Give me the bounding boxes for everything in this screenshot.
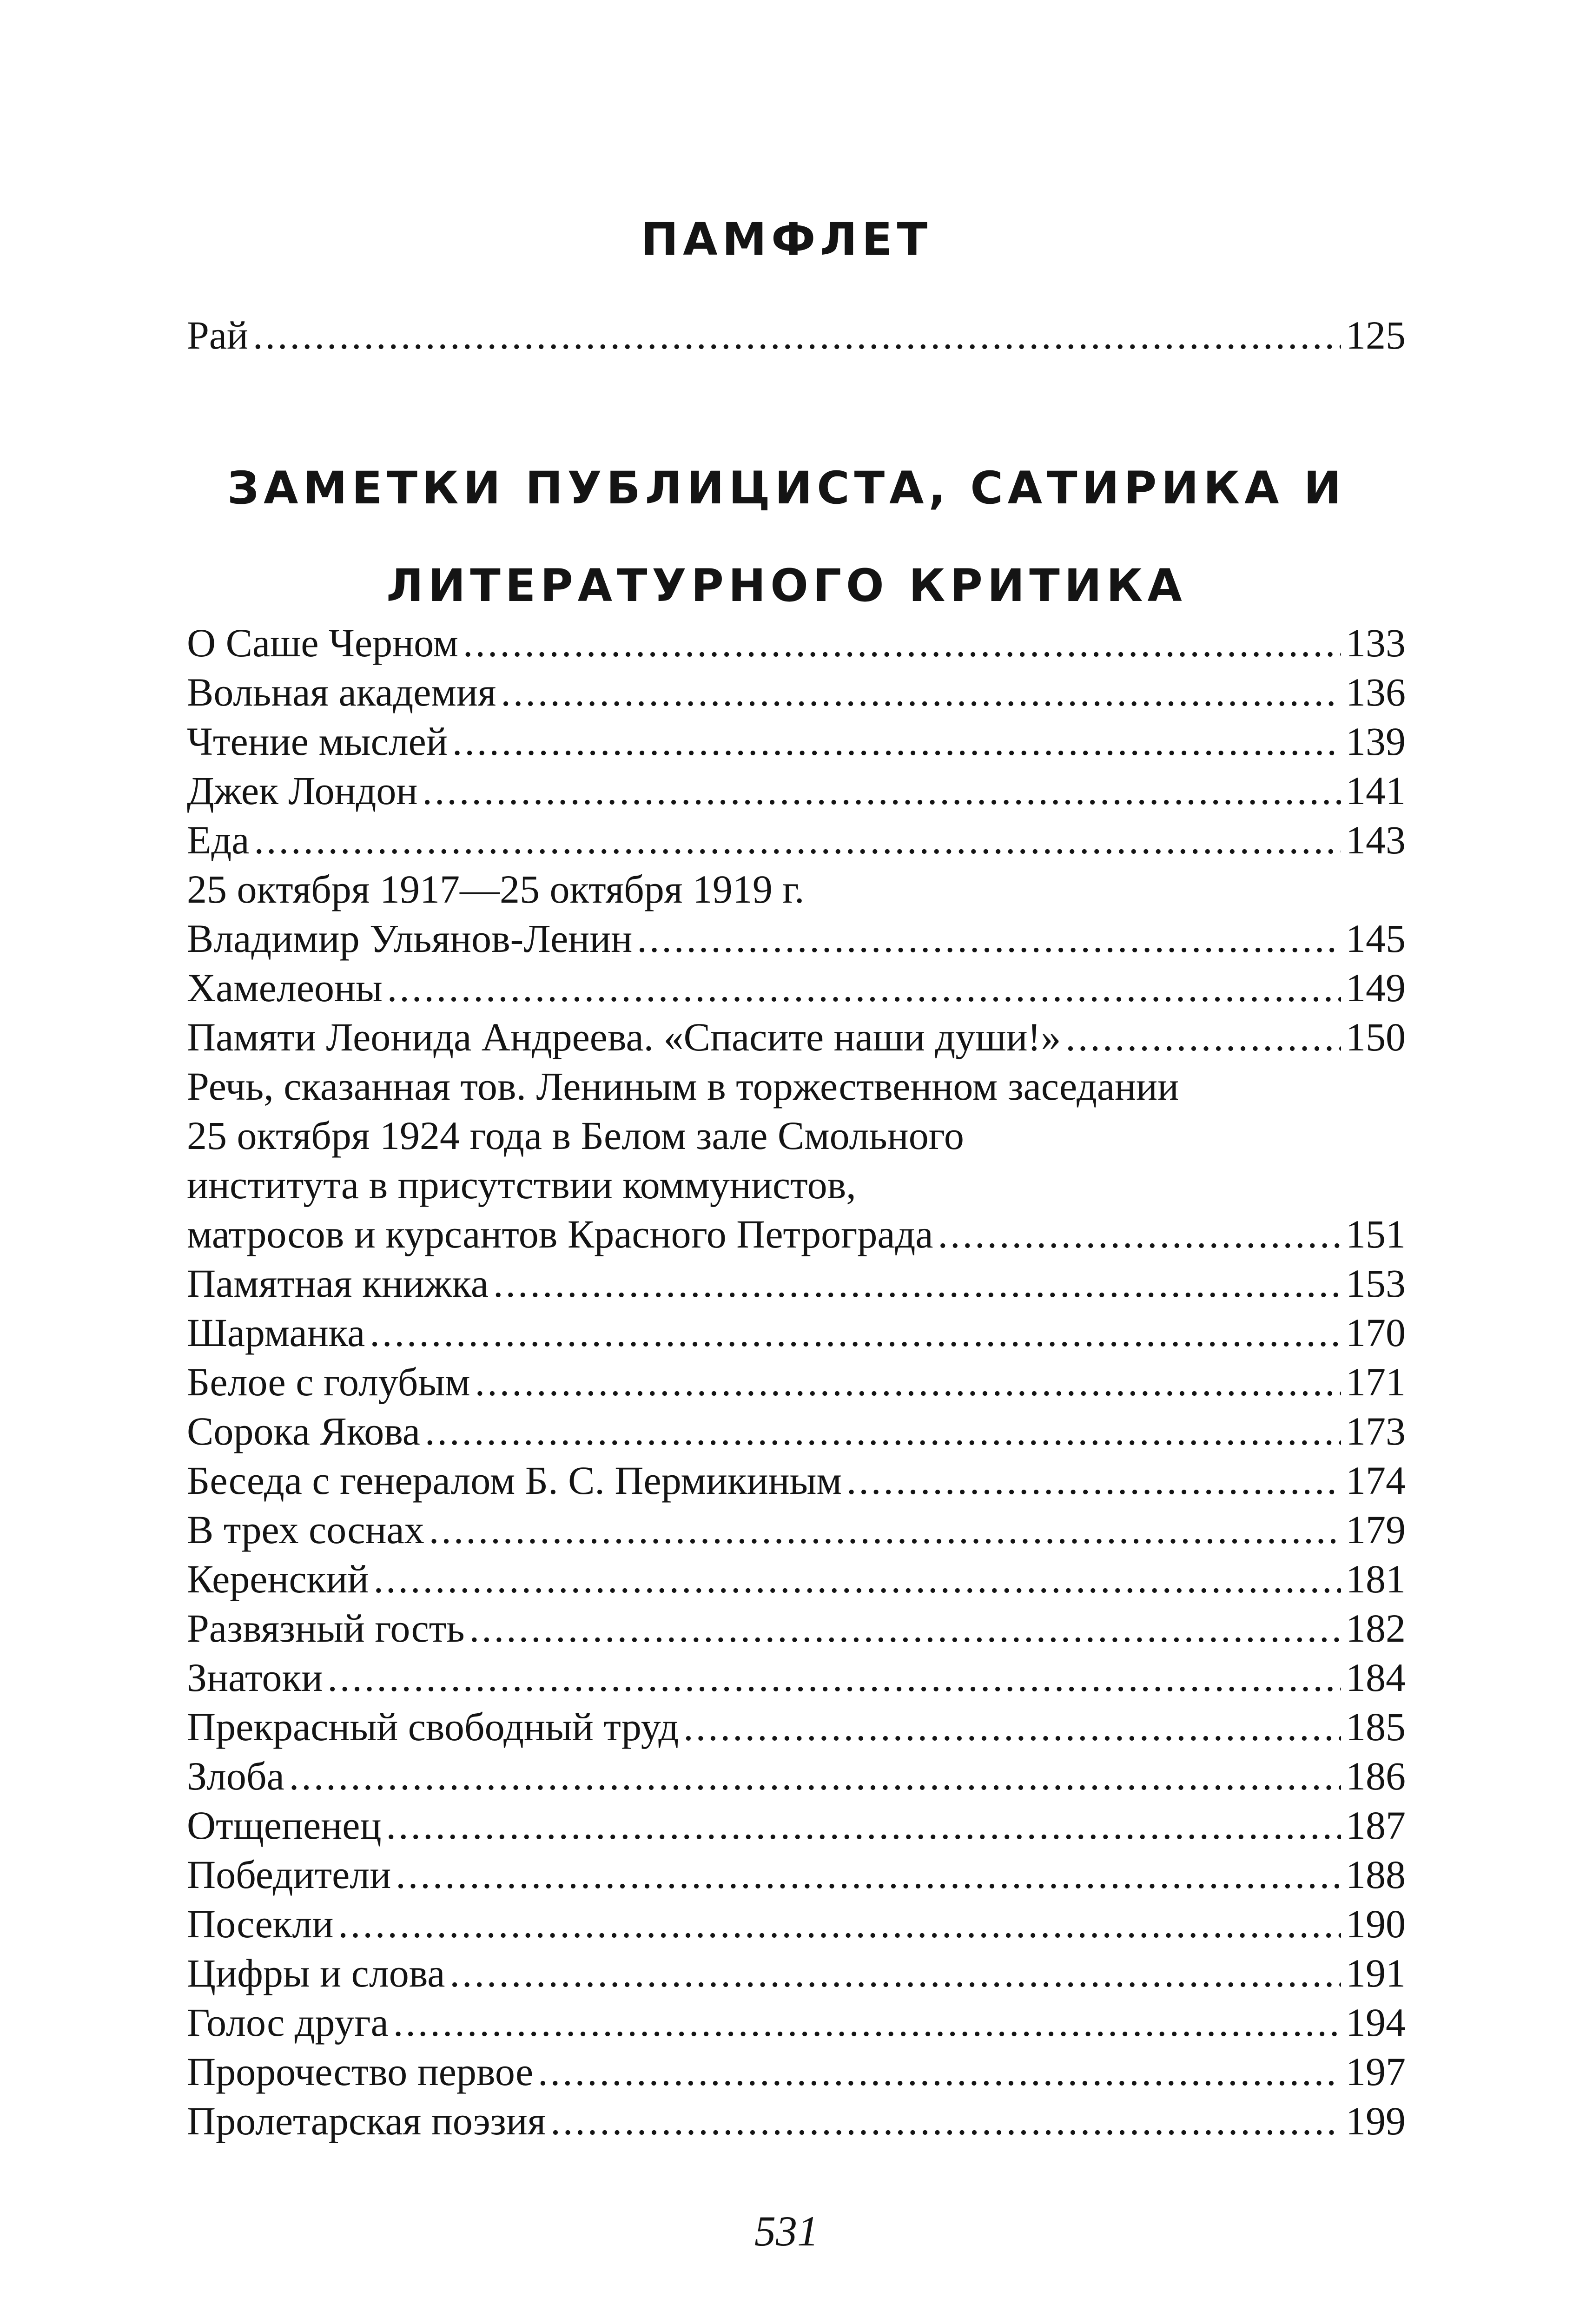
toc-entry-title: Цифры и слова bbox=[187, 1951, 445, 1995]
dot-leader bbox=[253, 310, 1341, 360]
toc-entry-page: 179 bbox=[1346, 1507, 1406, 1552]
toc-entry-page: 171 bbox=[1346, 1360, 1406, 1404]
toc-entry bbox=[187, 766, 1406, 815]
toc-entry bbox=[187, 1456, 1406, 1505]
toc-entry-title: Знатоки bbox=[187, 1655, 323, 1700]
section-title-notes bbox=[0, 439, 1573, 634]
toc-entry-title: Шарманка bbox=[187, 1310, 365, 1355]
toc-entry-page: 188 bbox=[1346, 1852, 1406, 1897]
toc-entry bbox=[187, 914, 1406, 963]
toc-entry-title: Рай bbox=[187, 313, 249, 357]
toc-entry bbox=[187, 1259, 1406, 1308]
toc-entry-page: 182 bbox=[1346, 1606, 1406, 1651]
toc-entry-page: 184 bbox=[1346, 1655, 1406, 1700]
dot-leader bbox=[449, 1948, 1341, 1998]
toc-entry bbox=[187, 1505, 1406, 1554]
toc-entry bbox=[187, 667, 1406, 717]
toc-entry-title: Злоба bbox=[187, 1754, 284, 1798]
toc-entry-page: 133 bbox=[1346, 621, 1406, 665]
toc-entry-page: 197 bbox=[1346, 2049, 1406, 2094]
toc-entry-page: 191 bbox=[1346, 1951, 1406, 1995]
toc-entry-page: 139 bbox=[1346, 719, 1406, 764]
toc-entry-page: 153 bbox=[1346, 1261, 1406, 1306]
toc-entry bbox=[187, 1111, 1406, 1160]
toc-entry-page: 173 bbox=[1346, 1409, 1406, 1453]
toc-entry-page: 170 bbox=[1346, 1310, 1406, 1355]
toc-entry bbox=[187, 1160, 1406, 1209]
toc-entry bbox=[187, 1702, 1406, 1751]
dot-leader bbox=[637, 914, 1341, 963]
dot-leader bbox=[338, 1899, 1341, 1948]
toc-entry bbox=[187, 1948, 1406, 1998]
dot-leader bbox=[396, 1850, 1341, 1899]
toc-entry-title: Памятная книжка bbox=[187, 1261, 489, 1306]
toc-entry-page: 145 bbox=[1346, 916, 1406, 961]
dot-leader bbox=[683, 1702, 1341, 1751]
toc-entry-title: Голос друга bbox=[187, 2000, 389, 2045]
dot-leader bbox=[501, 667, 1341, 717]
toc-entry-page: 190 bbox=[1346, 1901, 1406, 1946]
dot-leader bbox=[370, 1308, 1341, 1357]
toc-entry-title: 25 октября 1917—25 октября 1919 г. bbox=[187, 867, 805, 911]
toc-entry-title: Вольная академия bbox=[187, 670, 496, 714]
section-title-line: ЛИТЕРАТУРНОГО КРИТИКА bbox=[386, 560, 1187, 612]
dot-leader bbox=[846, 1456, 1341, 1505]
section-title-line: ПАМФЛЕТ bbox=[641, 213, 932, 265]
page-number: 531 bbox=[754, 2207, 819, 2255]
toc-entry-page: 143 bbox=[1346, 818, 1406, 862]
toc-entry-title: Посекли bbox=[187, 1901, 334, 1946]
toc-entry-title: В трех соснах bbox=[187, 1507, 424, 1552]
toc-entry bbox=[187, 1850, 1406, 1899]
toc-entry-page: 150 bbox=[1346, 1015, 1406, 1059]
toc-entry-title: института в присутствии коммунистов, bbox=[187, 1162, 856, 1207]
dot-leader bbox=[1065, 1012, 1341, 1062]
toc-entry bbox=[187, 1308, 1406, 1357]
toc-entry-page: 185 bbox=[1346, 1704, 1406, 1749]
toc-entry bbox=[187, 2047, 1406, 2096]
dot-leader bbox=[387, 963, 1341, 1012]
toc-entry-page: 149 bbox=[1346, 965, 1406, 1010]
dot-leader bbox=[393, 1998, 1341, 2047]
dot-leader bbox=[425, 1406, 1341, 1456]
dot-leader bbox=[538, 2047, 1341, 2096]
dot-leader bbox=[373, 1554, 1341, 1604]
toc-entry-page: 136 bbox=[1346, 670, 1406, 714]
toc-entry-title: Джек Лондон bbox=[187, 768, 418, 813]
toc-entry-title: Пролетарская поэзия bbox=[187, 2099, 546, 2143]
toc-entry bbox=[187, 1653, 1406, 1702]
toc-entry bbox=[187, 1209, 1406, 1259]
toc-entry-title: Речь, сказанная тов. Лениным в торжественном заседании bbox=[187, 1064, 1179, 1109]
section-title-pamphlet bbox=[0, 191, 1573, 288]
toc-entry-page: 187 bbox=[1346, 1803, 1406, 1848]
toc-entry bbox=[187, 1406, 1406, 1456]
toc-entry-title: Беседа с генералом Б. С. Пермикиным bbox=[187, 1458, 842, 1503]
toc-entry bbox=[187, 1554, 1406, 1604]
dot-leader bbox=[386, 1801, 1342, 1850]
toc-entry bbox=[187, 1998, 1406, 2047]
toc-entry bbox=[187, 618, 1406, 667]
toc-entry bbox=[187, 1062, 1406, 1111]
toc-entry bbox=[187, 717, 1406, 766]
dot-leader bbox=[429, 1505, 1341, 1554]
toc-entry-title: Развязный гость bbox=[187, 1606, 465, 1651]
toc-entry-page: 174 bbox=[1346, 1458, 1406, 1503]
toc-entry-title: Памяти Леонида Андреева. «Спасите наши души!» bbox=[187, 1015, 1061, 1059]
dot-leader bbox=[463, 618, 1341, 667]
toc-list-pamphlet bbox=[187, 310, 1406, 360]
toc-entry-title: Прекрасный свободный труд bbox=[187, 1704, 679, 1749]
toc-list-notes bbox=[187, 618, 1406, 2146]
toc-entry bbox=[187, 1801, 1406, 1850]
toc-entry-page: 194 bbox=[1346, 2000, 1406, 2045]
dot-leader bbox=[938, 1209, 1341, 1259]
toc-entry-page: 125 bbox=[1346, 313, 1406, 357]
dot-leader bbox=[289, 1751, 1341, 1801]
dot-leader bbox=[493, 1259, 1341, 1308]
toc-entry-title: Чтение мыслей bbox=[187, 719, 448, 764]
dot-leader bbox=[327, 1653, 1341, 1702]
toc-entry bbox=[187, 1604, 1406, 1653]
toc-entry bbox=[187, 1751, 1406, 1801]
toc-entry-title: О Саше Черном bbox=[187, 621, 458, 665]
toc-entry-page: 181 bbox=[1346, 1557, 1406, 1601]
toc-entry-page: 141 bbox=[1346, 768, 1406, 813]
toc-entry bbox=[187, 310, 1406, 360]
dot-leader bbox=[469, 1604, 1341, 1653]
toc-entry-title: Владимир Ульянов-Ленин bbox=[187, 916, 633, 961]
toc-entry-title: Белое с голубым bbox=[187, 1360, 470, 1404]
toc-entry-title: Сорока Якова bbox=[187, 1409, 420, 1453]
section-title-line: ЗАМЕТКИ ПУБЛИЦИСТА, САТИРИКА И bbox=[227, 462, 1346, 514]
dot-leader bbox=[452, 717, 1341, 766]
toc-entry bbox=[187, 1899, 1406, 1948]
toc-entry-title: Победители bbox=[187, 1852, 391, 1897]
toc-entry-page: 151 bbox=[1346, 1212, 1406, 1256]
toc-entry bbox=[187, 1357, 1406, 1406]
toc-entry-title: Еда bbox=[187, 818, 250, 862]
toc-entry bbox=[187, 963, 1406, 1012]
dot-leader bbox=[475, 1357, 1341, 1406]
toc-entry bbox=[187, 2096, 1406, 2146]
dot-leader bbox=[422, 766, 1341, 815]
toc-entry-page: 199 bbox=[1346, 2099, 1406, 2143]
toc-entry-page: 186 bbox=[1346, 1754, 1406, 1798]
toc-entry-title: Хамелеоны bbox=[187, 965, 383, 1010]
toc-entry-title: Пророчество первое bbox=[187, 2049, 534, 2094]
toc-entry bbox=[187, 1012, 1406, 1062]
dot-leader bbox=[550, 2096, 1341, 2146]
toc-entry-title: матросов и курсантов Красного Петрограда bbox=[187, 1212, 933, 1256]
toc-entry-title: Керенский bbox=[187, 1557, 369, 1601]
toc-entry-title: Отщепенец bbox=[187, 1803, 382, 1848]
dot-leader bbox=[254, 815, 1341, 865]
toc-entry bbox=[187, 815, 1406, 865]
toc-entry-title: 25 октября 1924 года в Белом зале Смольного bbox=[187, 1113, 964, 1158]
toc-entry bbox=[187, 865, 1406, 914]
